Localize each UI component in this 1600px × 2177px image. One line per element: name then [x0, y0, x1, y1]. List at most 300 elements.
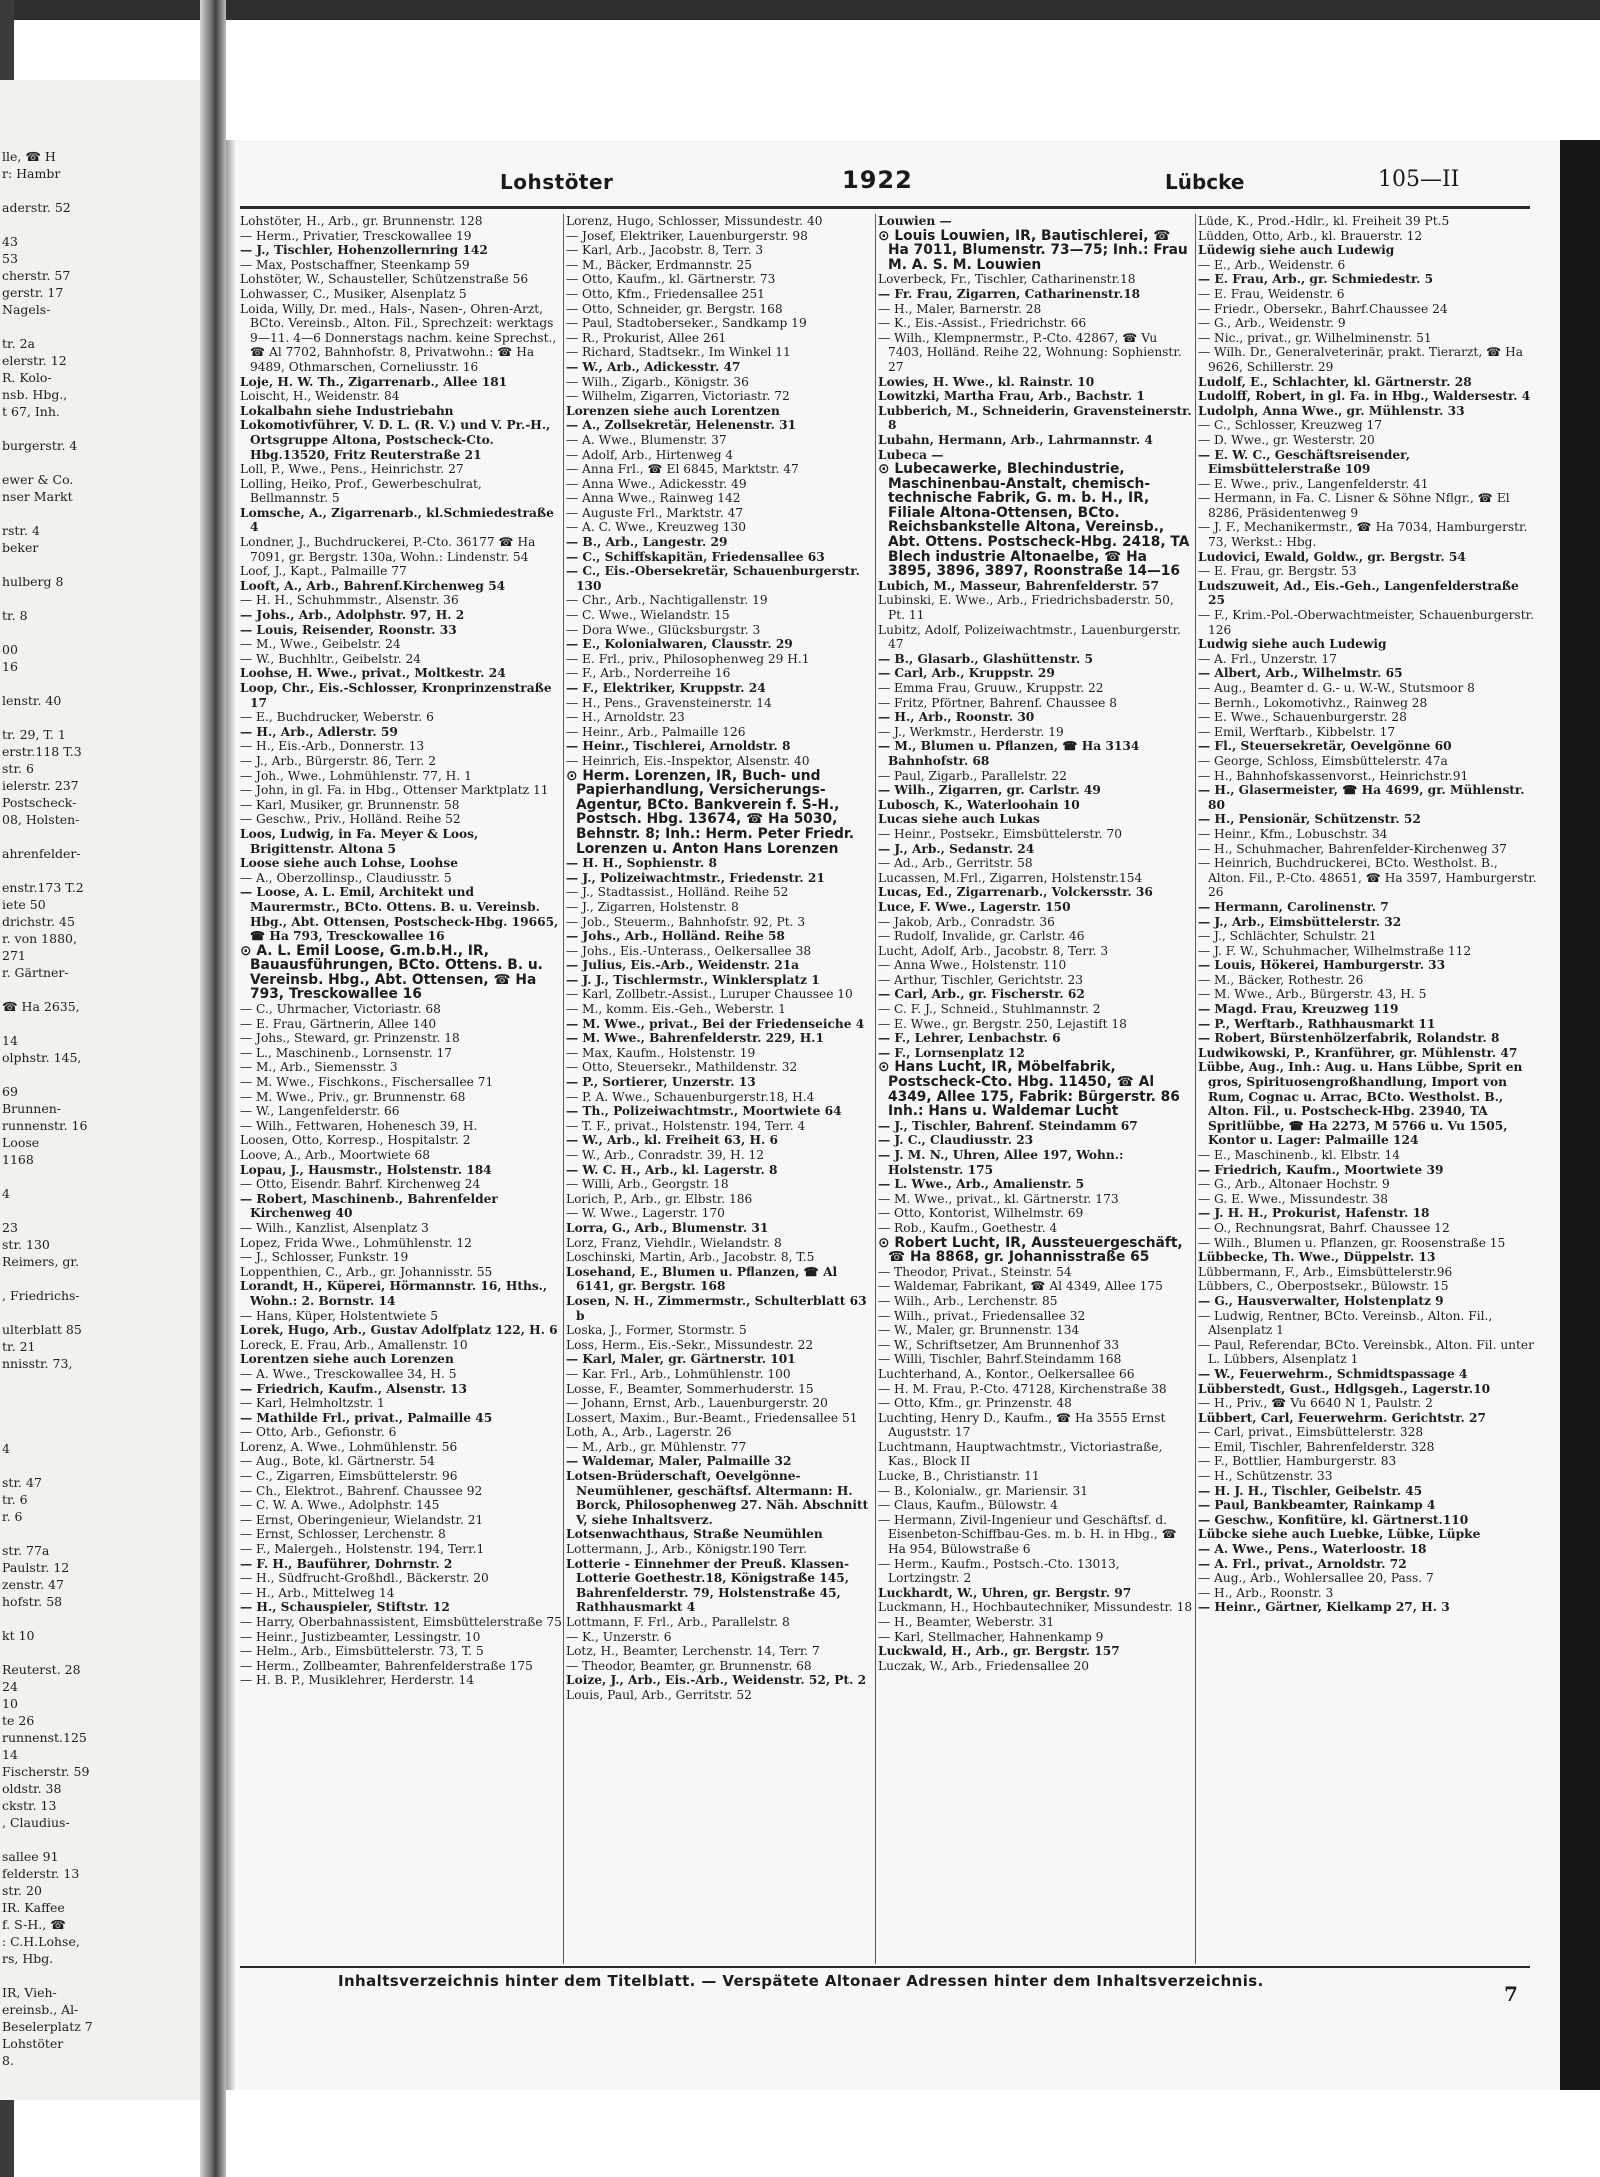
- directory-entry: — C. F. J., Schneid., Stuhlmannstr. 2: [878, 1002, 1101, 1017]
- directory-entry: ⊙ Hans Lucht, IR, Möbelfabrik, Postscheck-Cto. Hbg. 11450, ☎ Al 4349, Allee 175, Fabrik: Bürgerstr. 86 Inh.: Hans u. Waldemar Lucht: [878, 1059, 1180, 1120]
- directory-entry: — Bernh., Lokomotivhz., Rainweg 28: [1198, 695, 1428, 710]
- directory-entry: — P. A. Wwe., Schauenburgerstr.18, H.4: [566, 1089, 815, 1104]
- directory-entry: — Hans, Küper, Holstentwiete 5: [240, 1308, 438, 1323]
- previous-page-text: t 67, Inh.: [2, 404, 60, 419]
- previous-page-text: tr. 6: [2, 1492, 28, 1507]
- directory-entry: Ludwig siehe auch Ludewig: [1198, 637, 1387, 652]
- previous-page-text: burgerstr. 4: [2, 438, 78, 453]
- previous-page-text: Brunnen-: [2, 1101, 61, 1116]
- directory-entry: Lopau, J., Hausmstr., Holstenstr. 184: [240, 1162, 492, 1177]
- directory-entry: — Anna Frl., ☎ El 6845, Marktstr. 47: [566, 462, 799, 477]
- directory-entry: Losehand, E., Blumen u. Pflanzen, ☎ Al 6141, gr. Bergstr. 168: [566, 1264, 838, 1294]
- directory-entry: Lübbecke, Th. Wwe., Düppelstr. 13: [1198, 1250, 1436, 1265]
- directory-entry: — E. Frau, Gärtnerin, Allee 140: [240, 1016, 437, 1031]
- directory-entry: — J. F., Mechanikermstr., ☎ Ha 7034, Hamburgerstr. 73, Werkst.: Hbg.: [1198, 520, 1528, 550]
- previous-page-text: 10: [2, 1696, 18, 1711]
- previous-page-text: ulterblatt 85: [2, 1322, 82, 1337]
- directory-entry: ⊙ A. L. Emil Loose, G.m.b.H., IR, Bauausführungen, BCto. Ottens. B. u. Vereinsb. Hbg., Abt. Ottensen, ☎ Ha 793, Tresckowallee 16: [240, 942, 543, 1003]
- directory-entry: — H. M. Frau, P.-Cto. 47128, Kirchenstraße 38: [878, 1381, 1167, 1396]
- directory-entry: — Otto, Kfm., Friedensallee 251: [566, 286, 765, 301]
- directory-entry: Loove, A., Arb., Moortwiete 68: [240, 1148, 431, 1162]
- directory-entry: — Loose, A. L. Emil, Architekt und Maurermstr., BCto. Ottens. B. u. Vereinsb. Hbg., Abt. Ottensen, Postscheck-Hbg. 19665, ☎ Ha 793, Tresckowallee 16: [240, 885, 559, 944]
- directory-entry: — A., Oberzollinsp., Claudiusstr. 5: [240, 870, 452, 885]
- directory-entry: Lowitzki, Martha Frau, Arb., Bachstr. 1: [878, 389, 1145, 404]
- directory-entry: Lubinski, E. Wwe., Arb., Friedrichsbaderstr. 50, Pt. 11: [878, 593, 1174, 623]
- directory-entry: — H., Schützenstr. 33: [1198, 1469, 1333, 1484]
- directory-entry: Loize, J., Arb., Eis.-Arb., Weidenstr. 52, Pt. 2: [566, 1673, 867, 1688]
- directory-entry: — T. F., privat., Holstenstr. 194, Terr. 4: [566, 1118, 806, 1133]
- directory-entry: — A. Wwe., Pens., Waterloostr. 18: [1198, 1542, 1427, 1557]
- directory-entry: — P., Sortierer, Unzerstr. 13: [566, 1075, 756, 1090]
- directory-entry: Lüde, K., Prod.-Hdlr., kl. Freiheit 39 Pt.5: [1198, 214, 1450, 228]
- directory-entry: — Th., Polizeiwachtmstr., Moortwiete 64: [566, 1104, 842, 1119]
- directory-entry: Lubitz, Adolf, Polizeiwachtmstr., Lauenburgerstr. 47: [878, 622, 1181, 652]
- previous-page-text: Postscheck-: [2, 795, 77, 810]
- directory-entry: — C. Wwe., Wielandstr. 15: [566, 608, 730, 623]
- directory-entry: Loschinski, Martin, Arb., Jacobstr. 8, T.5: [566, 1250, 815, 1265]
- directory-entry: — H. B. P., Musiklehrer, Herderstr. 14: [240, 1673, 474, 1688]
- directory-entry: — A., Zollsekretär, Helenenstr. 31: [566, 418, 797, 433]
- directory-entry: — H., Arb., Adlerstr. 59: [240, 724, 398, 739]
- previous-page-text: sallee 91: [2, 1849, 59, 1864]
- directory-entry: — W. C. H., Arb., kl. Lagerstr. 8: [566, 1162, 778, 1177]
- directory-entry: ⊙ Louis Louwien, IR, Bautischlerei, ☎ Ha 7011, Blumenstr. 73—75; Inh.: Frau M. A. S. M. Louwien: [878, 227, 1188, 273]
- directory-entry: — H., Südfrucht-Großhdl., Bäckerstr. 20: [240, 1571, 489, 1586]
- running-head-last-name: Lübcke: [1165, 170, 1245, 194]
- directory-entry: Lübcke siehe auch Luebke, Lübke, Lüpke: [1198, 1527, 1481, 1542]
- directory-column-4: [1198, 214, 1538, 1964]
- directory-entry: Loida, Willy, Dr. med., Hals-, Nasen-, Ohren-Arzt, BCto. Vereinsb., Alton. Fil., Sprechzeit: werktags 9—11. 4—6 Donnerstags nachm. keine Sprechst., ☎ Al 7702, Bahnhofstr. 8, Privatwohn.: ☎ Ha 9489, Othmarschen, Corneliusstr. 16: [240, 301, 557, 374]
- directory-entry: — H., Eis.-Arb., Donnerstr. 13: [240, 739, 425, 754]
- directory-entry: — F. H., Bauführer, Dohrnstr. 2: [240, 1556, 453, 1571]
- directory-entry: Ludwikowski, P., Kranführer, gr. Mühlenstr. 47: [1198, 1045, 1518, 1060]
- previous-page-text: str. 47: [2, 1475, 42, 1490]
- directory-entry: — C., Schlosser, Kreuzweg 17: [1198, 418, 1383, 433]
- directory-entry: — G., Hausverwalter, Holstenplatz 9: [1198, 1293, 1444, 1308]
- directory-entry: — M., Arb., gr. Mühlenstr. 77: [566, 1439, 747, 1454]
- directory-entry: Luchterhand, A., Kontor., Oelkersallee 66: [878, 1366, 1135, 1381]
- directory-entry: — G. E. Wwe., Missundestr. 38: [1198, 1191, 1389, 1206]
- directory-entry: — Heinr., Arb., Palmaille 126: [566, 724, 746, 739]
- directory-entry: — Claus, Kaufm., Bülowstr. 4: [878, 1498, 1058, 1513]
- directory-entry: Loll, P., Wwe., Pens., Heinrichstr. 27: [240, 462, 464, 477]
- directory-entry: — A. C. Wwe., Kreuzweg 130: [566, 520, 747, 535]
- directory-entry: — Herm., Zollbeamter, Bahrenfelderstraße 175: [240, 1658, 533, 1673]
- directory-entry: Luczak, W., Arb., Friedensallee 20: [878, 1658, 1090, 1673]
- directory-entry: — J., Werkmstr., Herderstr. 19: [878, 724, 1064, 739]
- previous-page-text: r: Hambr: [2, 166, 61, 181]
- directory-entry: — Heinr., Postsekr., Eimsbüttelerstr. 70: [878, 826, 1123, 841]
- previous-page-text: IR, Vieh-: [2, 1985, 57, 2000]
- directory-entry: Lubich, M., Masseur, Bahrenfelderstr. 57: [878, 578, 1159, 593]
- directory-entry: — A. Wwe., Blumenstr. 37: [566, 432, 727, 447]
- previous-page-text: ewer & Co.: [2, 472, 74, 487]
- directory-entry: — M., komm. Eis.-Geh., Weberstr. 1: [566, 1002, 786, 1017]
- directory-entry: — Ernst, Oberingenieur, Wielandstr. 21: [240, 1512, 484, 1527]
- directory-entry: — E. Frau, Arb., gr. Schmiedestr. 5: [1198, 272, 1434, 287]
- directory-entry: — Adolf, Arb., Hirtenweg 4: [566, 447, 734, 462]
- directory-entry: — J., Schlosser, Funkstr. 19: [240, 1250, 409, 1265]
- directory-entry: — Johs., Arb., Holländ. Reihe 58: [566, 929, 785, 944]
- directory-entry: Ludolf, E., Schlachter, kl. Gärtnerstr. 28: [1198, 374, 1472, 389]
- previous-page-text: 1168: [2, 1152, 34, 1167]
- directory-entry: — H., Pensionär, Schützenstr. 52: [1198, 812, 1421, 827]
- directory-entry: — Otto, Eisendr. Bahrf. Kirchenweg 24: [240, 1177, 481, 1192]
- directory-entry: Lorandt, H., Küperei, Hörmannstr. 16, Hths., Wohn.: 2. Bornstr. 14: [240, 1279, 548, 1308]
- directory-entry: — E. Frau, gr. Bergstr. 53: [1198, 564, 1357, 579]
- directory-entry: — W., Arb., kl. Freiheit 63, H. 6: [566, 1133, 778, 1148]
- directory-entry: — M., Arb., Siemensstr. 3: [240, 1060, 398, 1075]
- directory-entry: Lowies, H. Wwe., kl. Rainstr. 10: [878, 374, 1095, 389]
- directory-entry: Lübbe, Aug., Inh.: Aug. u. Hans Lübbe, Sprit en gros, Spirituosengroßhandlung, Import von Rum, Cognac u. Arrac, BCto. Westholst. B., Alton. Fil., u. Postscheck-Hbg. 23940, TA Spritlübbe, ☎ Ha 2273, M 5766 u. Vu 1505, Kontor u. Lager: Palmaille 124: [1198, 1060, 1523, 1148]
- directory-entry: — L. Wwe., Arb., Amalienstr. 5: [878, 1177, 1085, 1192]
- previous-page-text: f. S-H., ☎: [2, 1917, 66, 1932]
- directory-entry: — M. Wwe., Fischkons., Fischersallee 71: [240, 1075, 494, 1090]
- directory-entry: ⊙ Robert Lucht, IR, Aussteuergeschäft, ☎ Ha 8868, gr. Johannisstraße 65: [878, 1234, 1183, 1266]
- directory-entry: Loje, H. W. Th., Zigarrenarb., Allee 181: [240, 374, 508, 389]
- directory-entry: — H., Priv., ☎ Vu 6640 N 1, Paulstr. 2: [1198, 1396, 1433, 1411]
- directory-entry: Lorra, G., Arb., Blumenstr. 31: [566, 1220, 769, 1235]
- directory-entry: — E. Frau, Weidenstr. 6: [1198, 286, 1345, 301]
- directory-entry: Lucas siehe auch Lukas: [878, 812, 1040, 827]
- previous-page-text: r. Gärtner-: [2, 965, 69, 980]
- previous-page-text: 4: [2, 1186, 10, 1201]
- previous-page-text: ckstr. 13: [2, 1798, 57, 1813]
- directory-entry: — H., Maler, Barnerstr. 28: [878, 301, 1042, 316]
- directory-entry: — F., Elektriker, Kruppstr. 24: [566, 681, 766, 695]
- directory-entry: — Carl, Arb., Kruppstr. 29: [878, 666, 1055, 681]
- directory-entry: — C., Uhrmacher, Victoriastr. 68: [240, 1002, 441, 1017]
- directory-entry: — Aug., Beamter d. G.- u. W.-W., Stutsmoor 8: [1198, 681, 1475, 695]
- directory-entry: — A. Frl., privat., Arnoldstr. 72: [1198, 1556, 1407, 1571]
- directory-entry: Lubeca —: [878, 447, 944, 462]
- directory-entry: Loose siehe auch Lohse, Loohse: [240, 856, 459, 871]
- previous-page-text: Lohstöter: [2, 2036, 64, 2051]
- previous-page-text: R. Kolo-: [2, 370, 52, 385]
- directory-entry: — F., Bottlier, Hamburgerstr. 83: [1198, 1454, 1397, 1469]
- directory-entry: — Ad., Arb., Gerritstr. 58: [878, 856, 1033, 871]
- directory-entry: Luchting, Henry D., Kaufm., ☎ Ha 3555 Ernst Auguststr. 17: [878, 1410, 1166, 1440]
- previous-page-text: str. 6: [2, 761, 34, 776]
- directory-entry: — J., Stadtassist., Holländ. Reihe 52: [566, 885, 789, 900]
- directory-entry: — A. Wwe., Tresckowallee 34, H. 5: [240, 1366, 457, 1381]
- directory-entry: — Heinr., Tischlerei, Arnoldstr. 8: [566, 739, 791, 754]
- directory-entry: Lorz, Franz, Viehdlr., Wielandstr. 8: [566, 1235, 782, 1250]
- directory-entry: Luckwald, H., Arb., gr. Bergstr. 157: [878, 1644, 1120, 1659]
- directory-entry: — Dora Wwe., Glücksburgstr. 3: [566, 622, 761, 637]
- directory-entry: — Rob., Kaufm., Goethestr. 4: [878, 1220, 1058, 1235]
- directory-entry: — Hermann, Carolinenstr. 7: [1198, 899, 1389, 914]
- directory-entry: — C., Schiffskapitän, Friedensallee 63: [566, 549, 825, 564]
- directory-entry: — E. Frl., priv., Philosophenweg 29 H.1: [566, 651, 810, 666]
- directory-entry: — Emil, Werftarb., Kibbelstr. 17: [1198, 724, 1396, 739]
- directory-entry: — Paul, Referendar, BCto. Vereinsbk., Alton. Fil. unter L. Lübbers, Alsenplatz 1: [1198, 1337, 1534, 1367]
- directory-entry: — Wilh., privat., Friedensallee 32: [878, 1308, 1086, 1323]
- directory-entry: Lomsche, A., Zigarrenarb., kl.Schmiedestraße 4: [240, 505, 554, 535]
- directory-entry: — M., Blumen u. Pflanzen, ☎ Ha 3134 Bahnhofstr. 68: [878, 739, 1140, 768]
- directory-entry: Lotsenwachthaus, Straße Neumühlen: [566, 1527, 823, 1542]
- previous-page-text: gerstr. 17: [2, 285, 64, 300]
- directory-entry: Looft, A., Arb., Bahrenf.Kirchenweg 54: [240, 578, 506, 593]
- directory-entry: Lotterie - Einnehmer der Preuß. Klassen-Lotterie Goethestr.18, Königstraße 145, Bahrenfelderstr. 79, Holstenstraße 45, Rathhausmarkt 4: [566, 1556, 850, 1615]
- directory-entry: — Heinr., Justizbeamter, Lessingstr. 10: [240, 1629, 481, 1644]
- directory-entry: — Robert, Maschinenb., Bahrenfelder Kirchenweg 40: [240, 1191, 498, 1221]
- directory-entry: — E. W. C., Geschäftsreisender, Eimsbüttelerstraße 109: [1198, 447, 1410, 477]
- directory-entry: Loska, J., Former, Stormstr. 5: [566, 1323, 747, 1338]
- footer-note: Inhaltsverzeichnis hinter dem Titelblatt. — Verspätete Altonaer Adressen hinter dem Inhaltsverzeichnis.: [338, 1972, 1264, 1990]
- directory-entry: — G., Arb., Weidenstr. 9: [1198, 316, 1346, 331]
- column-divider: [563, 214, 564, 1964]
- directory-entry: — Heinr., Kfm., Lobuschstr. 34: [1198, 826, 1388, 841]
- previous-page-text: str. 130: [2, 1237, 50, 1252]
- previous-page-text: 271: [2, 948, 26, 963]
- directory-entry: — Emil, Tischler, Bahrenfelderstr. 328: [1198, 1439, 1435, 1454]
- directory-entry: — Fr. Frau, Zigarren, Catharinenstr.18: [878, 286, 1141, 301]
- directory-entry: — M., Wwe., Geibelstr. 24: [240, 637, 401, 652]
- directory-entry: — Anna Wwe., Rainweg 142: [566, 491, 741, 506]
- directory-entry: Luckhardt, W., Uhren, gr. Bergstr. 97: [878, 1585, 1132, 1600]
- previous-page-text: Nagels-: [2, 302, 51, 317]
- directory-entry: — F., Lornsenplatz 12: [878, 1045, 1025, 1060]
- directory-entry: — George, Schloss, Eimsbüttelerstr. 47a: [1198, 753, 1448, 768]
- directory-entry: — Wilh., Zigarren, gr. Carlstr. 49: [878, 783, 1101, 798]
- directory-entry: — K., Unzerstr. 6: [566, 1629, 672, 1644]
- directory-entry: — Willi, Arb., Georgstr. 18: [566, 1177, 729, 1192]
- directory-entry: Loohse, H. Wwe., privat., Moltkestr. 24: [240, 666, 506, 681]
- directory-entry: — Anna Wwe., Adickesstr. 49: [566, 476, 747, 491]
- directory-entry: Loop, Chr., Eis.-Schlosser, Kronprinzenstraße 17: [240, 681, 552, 710]
- directory-entry: — Johann, Ernst, Arb., Lauenburgerstr. 20: [566, 1396, 828, 1411]
- directory-entry: Lüdden, Otto, Arb., kl. Brauerstr. 12: [1198, 228, 1423, 243]
- directory-entry: — A. Frl., Unzerstr. 17: [1198, 651, 1337, 666]
- directory-entry: — E., Buchdrucker, Weberstr. 6: [240, 710, 434, 725]
- previous-page-text: tr. 29, T. 1: [2, 727, 66, 742]
- previous-page-text: 23: [2, 1220, 18, 1235]
- previous-page-text: ahrenfelder-: [2, 846, 81, 861]
- directory-entry: Lotsen-Brüderschaft, Oevelgönne-Neumühlener, geschäftsf. Altermann: H. Borck, Philosophenweg 27. Näh. Abschnitt V, siehe Inhaltsverz.: [566, 1469, 869, 1527]
- previous-page-text: te 26: [2, 1713, 35, 1728]
- directory-entry: — J. H. H., Prokurist, Hafenstr. 18: [1198, 1206, 1430, 1221]
- directory-entry: Loreck, E. Frau, Arb., Amallenstr. 10: [240, 1337, 468, 1352]
- directory-entry: Lohstöter, W., Schausteller, Schützenstraße 56: [240, 272, 529, 287]
- directory-entry: — Johs., Arb., Adolphstr. 97, H. 2: [240, 608, 465, 623]
- directory-entry: Lübbert, Carl, Feuerwehrm. Gerichtstr. 27: [1198, 1410, 1486, 1425]
- directory-entry: — J. F. W., Schuhmacher, Wilhelmstraße 112: [1198, 943, 1472, 958]
- previous-page-text: 08, Holsten-: [2, 812, 80, 827]
- previous-page-text: 53: [2, 251, 18, 266]
- directory-entry: — H., Glasermeister, ☎ Ha 4699, gr. Mühlenstr. 80: [1198, 783, 1525, 812]
- directory-entry: — R., Prokurist, Allee 261: [566, 330, 727, 345]
- directory-entry: — Robert, Bürstenhölzerfabrik, Rolandstr. 8: [1198, 1031, 1500, 1046]
- directory-entry: — Fritz, Pförtner, Bahrenf. Chaussee 8: [878, 695, 1118, 710]
- directory-entry: — Paul, Zigarb., Parallelstr. 22: [878, 768, 1067, 783]
- directory-entry: — Geschw., Priv., Holländ. Reihe 52: [240, 812, 461, 827]
- directory-entry: Lucas, Ed., Zigarrenarb., Volckersstr. 36: [878, 885, 1153, 900]
- directory-entry: — Karl, Arb., Jacobstr. 8, Terr. 3: [566, 243, 764, 258]
- directory-entry: — Karl, Helmholtzstr. 1: [240, 1396, 385, 1411]
- directory-entry: — Josef, Elektriker, Lauenburgerstr. 98: [566, 228, 808, 243]
- directory-entry: — M. Wwe., privat., Bei der Friedenseiche 4: [566, 1016, 865, 1031]
- directory-entry: Loverbeck, Fr., Tischler, Catharinenstr.18: [878, 272, 1136, 287]
- directory-entry: Londner, J., Buchdruckerei, P.-Cto. 36177 ☎ Ha 7091, gr. Bergstr. 130a, Wohn.: Lindenstr. 54: [240, 535, 536, 564]
- directory-entry: — Emma Frau, Gruuw., Kruppstr. 22: [878, 681, 1104, 695]
- directory-entry: Luce, F. Wwe., Lagerstr. 150: [878, 899, 1071, 914]
- previous-page-text: hofstr. 58: [2, 1594, 63, 1609]
- directory-column-1: [240, 214, 562, 1964]
- directory-entry: — W., Arb., Adickesstr. 47: [566, 359, 741, 374]
- directory-entry: — E. Wwe., Schauenburgerstr. 28: [1198, 710, 1407, 725]
- directory-entry: — Wilh., Kanzlist, Alsenplatz 3: [240, 1220, 429, 1235]
- previous-page-text: hulberg 8: [2, 574, 64, 589]
- directory-entry: — Albert, Arb., Wilhelmstr. 65: [1198, 666, 1403, 681]
- directory-entry: — Magd. Frau, Kreuzweg 119: [1198, 1002, 1399, 1017]
- directory-entry: — W., Langenfelderstr. 66: [240, 1104, 400, 1119]
- directory-entry: — Richard, Stadtsekr., Im Winkel 11: [566, 345, 791, 360]
- directory-entry: — Karl, Zollbetr.-Assist., Luruper Chaussee 10: [566, 987, 853, 1002]
- previous-page-text: ☎ Ha 2635,: [2, 999, 80, 1014]
- previous-page-text: Paulstr. 12: [2, 1560, 70, 1575]
- directory-entry: Lohstöter, H., Arb., gr. Brunnenstr. 128: [240, 214, 483, 228]
- page-number: 105—II: [1378, 167, 1460, 192]
- directory-entry: Lorenz, A. Wwe., Lohmühlenstr. 56: [240, 1439, 458, 1454]
- directory-entry: — B., Kolonialw., gr. Mariensir. 31: [878, 1483, 1088, 1498]
- previous-page-text: beker: [2, 540, 39, 555]
- directory-entry: — Anna Wwe., Holstenstr. 110: [878, 958, 1067, 973]
- directory-entry: — Paul, Stadtoberseker., Sandkamp 19: [566, 316, 807, 331]
- directory-entry: Lossert, Maxim., Bur.-Beamt., Friedensallee 51: [566, 1410, 858, 1425]
- directory-entry: — K., Eis.-Assist., Friedrichstr. 66: [878, 316, 1087, 331]
- directory-entry: Lottmann, F. Frl., Arb., Parallelstr. 8: [566, 1615, 790, 1629]
- previous-page-text: 14: [2, 1747, 18, 1762]
- previous-page-text: rstr. 4: [2, 523, 40, 538]
- directory-entry: — J., Polizeiwachtmstr., Friedenstr. 21: [566, 870, 825, 885]
- previous-page-text: runnenstr. 16: [2, 1118, 88, 1133]
- directory-entry: — H., Arb., Mittelweg 14: [240, 1585, 395, 1600]
- directory-entry: — J. J., Tischlermstr., Winklersplatz 1: [566, 972, 820, 987]
- previous-page-text: felderstr. 13: [2, 1866, 80, 1881]
- book-gutter: [200, 0, 226, 2177]
- header-rule: [240, 206, 1530, 209]
- directory-entry: Luckmann, H., Hochbautechniker, Missundestr. 18: [878, 1600, 1193, 1615]
- running-head-year: 1922: [842, 166, 913, 194]
- directory-entry: Lübberstedt, Gust., Hdlgsgeh., Lagerstr.10: [1198, 1381, 1491, 1396]
- directory-entry: — J., Tischler, Hohenzollernring 142: [240, 243, 488, 258]
- running-head-first-name: Lohstöter: [500, 170, 614, 194]
- directory-entry: — Nic., privat., gr. Wilhelminenstr. 51: [1198, 330, 1432, 345]
- directory-entry: — H., Arb., Roonstr. 30: [878, 710, 1035, 725]
- previous-page-text: IR. Kaffee: [2, 1900, 65, 1915]
- directory-entry: — Karl, Stellmacher, Hahnenkamp 9: [878, 1629, 1104, 1644]
- previous-page-text: lenstr. 40: [2, 693, 62, 708]
- directory-entry: — Helm., Arb., Eimsbüttelerstr. 73, T. 5: [240, 1644, 484, 1659]
- directory-entry: — Arthur, Tischler, Gerichtstr. 23: [878, 972, 1083, 987]
- directory-entry: — H. H., Schuhmmstr., Alsenstr. 36: [240, 593, 459, 608]
- directory-entry: — Max, Kaufm., Holstenstr. 19: [566, 1045, 756, 1060]
- directory-entry: — Louis, Hökerei, Hamburgerstr. 33: [1198, 958, 1446, 973]
- directory-entry: Lubahn, Hermann, Arb., Lahrmannstr. 4: [878, 432, 1153, 447]
- directory-entry: — E. Wwe., priv., Langenfelderstr. 41: [1198, 476, 1429, 491]
- directory-entry: — Willi, Tischler, Bahrf.Steindamm 168: [878, 1352, 1122, 1367]
- directory-entry: — Herm., Privatier, Tresckowallee 19: [240, 228, 472, 243]
- directory-entry: — Ch., Elektrot., Bahrenf. Chaussee 92: [240, 1483, 483, 1498]
- directory-entry: Lokomotivführer, V. D. L. (R. V.) und V. Pr.-H., Ortsgruppe Altona, Postscheck-Cto. Hbg.13520, Fritz Reuterstraße 21: [240, 418, 551, 462]
- directory-entry: ⊙ Lubecawerke, Blechindustrie, Maschinenbau-Anstalt, chemisch-technische Fabrik, G. m. b. H., IR, Filiale Altona-Ottensen, BCto. Reichsbankstelle Altona, Vereinsb., Abt. Ottens. Postscheck-Hbg. 2418, TA Blech industrie Altonaelbe, ☎ Ha 3895, 3896, 3897, Roonstraße 14—16: [878, 461, 1190, 580]
- signature-mark: 7: [1504, 1982, 1518, 2006]
- directory-entry: — W., Maler, gr. Brunnenstr. 134: [878, 1323, 1080, 1338]
- directory-entry: — F., Krim.-Pol.-Oberwachtmeister, Schauenburgerstr. 126: [1198, 608, 1534, 637]
- directory-entry: — Johs., Steward, gr. Prinzenstr. 18: [240, 1031, 460, 1046]
- previous-page-text: 43: [2, 234, 18, 249]
- directory-entry: — Joh., Wwe., Lohmühlenstr. 77, H. 1: [240, 768, 472, 783]
- previous-page-text: , Friedrichs-: [2, 1288, 80, 1303]
- previous-page-text: 16: [2, 659, 18, 674]
- directory-entry: — Wilh., Fettwaren, Hohenesch 39, H.: [240, 1118, 478, 1133]
- directory-entry: — G., Arb., Altonaer Hochstr. 9: [1198, 1177, 1390, 1192]
- directory-entry: — Wilh., Klempnermstr., P.-Cto. 42867, ☎ Vu 7403, Holländ. Reihe 22, Wohnung: Sophienstr. 27: [878, 330, 1182, 374]
- directory-entry: — Herm., Kaufm., Postsch.-Cto. 13013, Lortzingstr. 2: [878, 1556, 1120, 1586]
- directory-entry: — Kar. Frl., Arb., Lohmühlenstr. 100: [566, 1366, 791, 1381]
- directory-entry: Lucassen, M.Frl., Zigarren, Holstenstr.154: [878, 870, 1143, 885]
- directory-entry: — Hermann, in Fa. C. Lisner & Söhne Nflgr., ☎ El 8286, Präsidentenweg 9: [1198, 491, 1510, 520]
- directory-entry: — Karl, Maler, gr. Gärtnerstr. 101: [566, 1352, 796, 1367]
- previous-page-text: Reimers, gr.: [2, 1254, 79, 1269]
- directory-entry: — B., Arb., Langestr. 29: [566, 535, 728, 550]
- directory-entry: — E., Maschinenb., kl. Elbstr. 14: [1198, 1148, 1401, 1162]
- previous-page-text: : C.H.Lohse,: [2, 1934, 80, 1949]
- directory-entry: — M. Wwe., Bahrenfelderstr. 229, H.1: [566, 1031, 824, 1046]
- directory-entry: — B., Glasarb., Glashüttenstr. 5: [878, 651, 1093, 666]
- directory-entry: — J., Schlächter, Schulstr. 21: [1198, 929, 1377, 944]
- directory-entry: — Otto, Kontorist, Wilhelmstr. 69: [878, 1206, 1084, 1221]
- directory-entry: — J., Tischler, Bahrenf. Steindamm 67: [878, 1118, 1138, 1133]
- directory-entry: — J., Arb., Eimsbüttelerstr. 32: [1198, 914, 1402, 929]
- directory-entry: Lolling, Heiko, Prof., Gewerbeschulrat, Bellmannstr. 5: [240, 476, 482, 506]
- directory-entry: — Waldemar, Fabrikant, ☎ Al 4349, Allee 175: [878, 1279, 1163, 1294]
- directory-entry: — E. Wwe., gr. Bergstr. 250, Lejastift 18: [878, 1016, 1127, 1031]
- directory-entry: — Heinr., Gärtner, Kielkamp 27, H. 3: [1198, 1600, 1450, 1615]
- directory-entry: Loppenthien, C., Arb., gr. Johannisstr. 55: [240, 1264, 493, 1279]
- directory-entry: Louwien —: [878, 214, 952, 228]
- directory-entry: — O., Rechnungsrat, Bahrf. Chaussee 12: [1198, 1220, 1450, 1235]
- directory-entry: Loischt, H., Weidenstr. 84: [240, 389, 400, 404]
- directory-entry: ⊙ Herm. Lorenzen, IR, Buch- und Papierhandlung, Versicherungs-Agentur, BCto. Bankverein f. S-H., Postsch. Hbg. 13674, ☎ Ha 5030, Behnstr. 8; Inh.: Herm. Peter Friedr. Lorenzen u. Anton Hans Lorenzen: [566, 767, 855, 857]
- previous-page-text: nnisstr. 73,: [2, 1356, 73, 1371]
- previous-page-text: drichstr. 45: [2, 914, 75, 929]
- scan-border-right: [1560, 140, 1600, 2090]
- directory-entry: — Otto, Schneider, gr. Bergstr. 168: [566, 301, 783, 316]
- previous-page-text: zenstr. 47: [2, 1577, 64, 1592]
- directory-entry: — Job., Steuerm., Bahnhofstr. 92, Pt. 3: [566, 914, 806, 929]
- previous-page-text: r. von 1880,: [2, 931, 77, 946]
- directory-entry: — M. Wwe., Arb., Bürgerstr. 43, H. 5: [1198, 987, 1427, 1002]
- previous-page-text: tr. 8: [2, 608, 28, 623]
- directory-entry: — D. Wwe., gr. Westerstr. 20: [1198, 432, 1375, 447]
- directory-entry: — Theodor, Privat., Steinstr. 54: [878, 1264, 1072, 1279]
- directory-entry: — Theodor, Beamter, gr. Brunnenstr. 68: [566, 1658, 812, 1673]
- previous-page-text: 14: [2, 1033, 18, 1048]
- directory-entry: Loss, Herm., Eis.-Sekr., Missundestr. 22: [566, 1337, 814, 1352]
- directory-entry: — Otto, Arb., Gefionstr. 6: [240, 1425, 397, 1440]
- directory-entry: — F., Malergeh., Holstenstr. 194, Terr.1: [240, 1542, 485, 1557]
- column-divider: [875, 214, 876, 1964]
- directory-entry: — W. Wwe., Lagerstr. 170: [566, 1206, 725, 1221]
- previous-page-text: aderstr. 52: [2, 200, 71, 215]
- previous-page-text: str. 77a: [2, 1543, 50, 1558]
- previous-page-text: r. 6: [2, 1509, 23, 1524]
- previous-page-text: enstr.173 T.2: [2, 880, 84, 895]
- previous-page-text: 00: [2, 642, 18, 657]
- directory-entry: — H., Schauspieler, Stiftstr. 12: [240, 1600, 450, 1615]
